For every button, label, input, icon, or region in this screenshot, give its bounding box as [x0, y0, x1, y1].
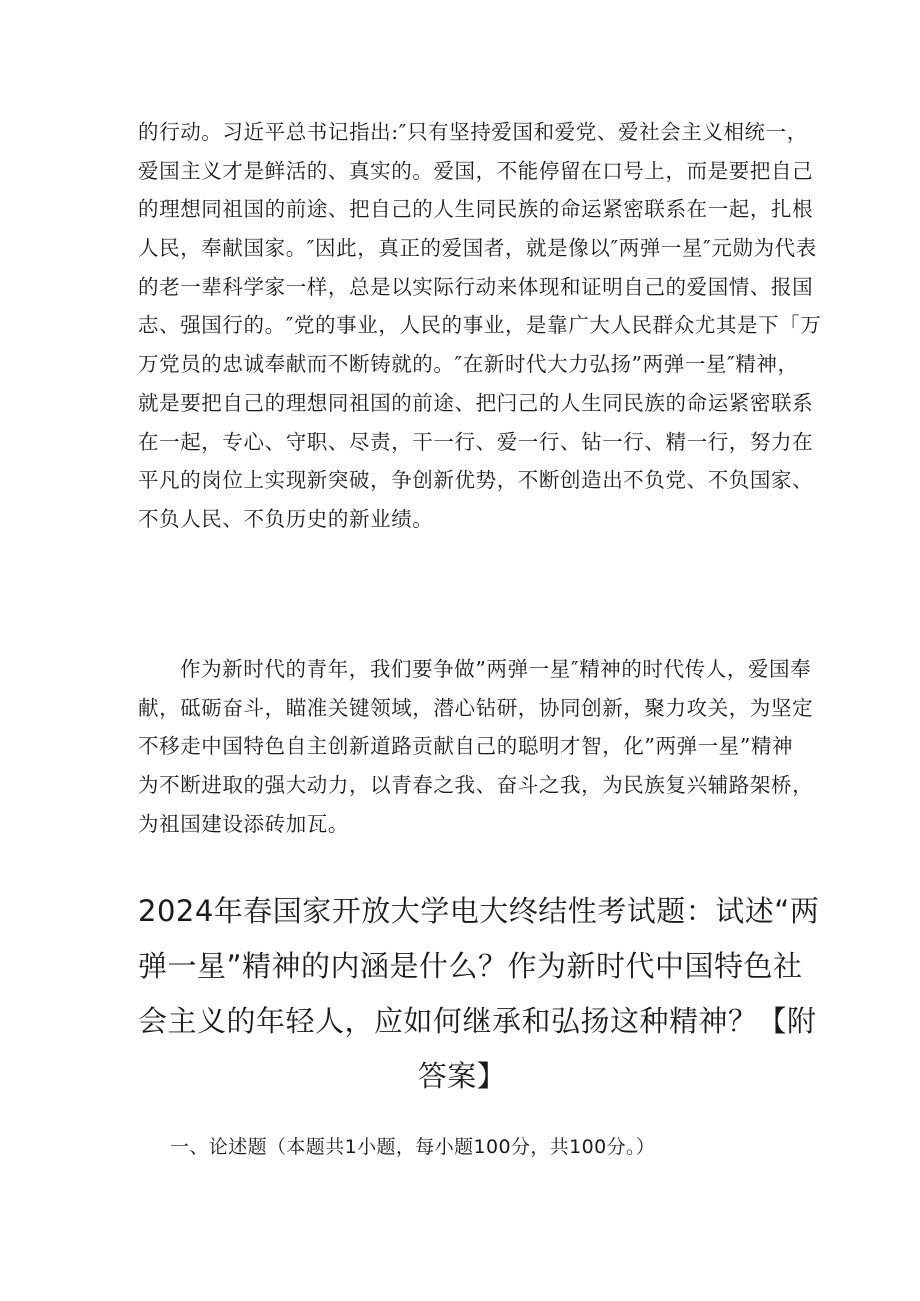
paragraph-line: 的行动。习近平总书记指出:″只有坚持爱国和爱党、爱社会主义相统一， — [138, 120, 808, 144]
body-paragraph-1 — [138, 113, 822, 539]
paragraph-line: 爱国主义才是鲜活的、真实的。爱国，不能停留在口号上，而是要把自己 — [138, 158, 814, 183]
paragraph-line: 不移走中国特色自主创新道路贡献自己的聪明才智，化”两弹一星”精神 — [138, 734, 794, 759]
title-line: 2024年春国家开放大学电大终结性考试题：试述“两 — [138, 894, 820, 928]
title-line: 会主义的年轻人，应如何继承和弘扬这种精神？【附 — [138, 1004, 817, 1038]
paragraph-line: 为不断进取的强大动力，以青春之我、奋斗之我，为民族复兴辅路架桥， — [138, 773, 814, 798]
paragraph-line: 的理想同祖国的前途、把自己的人生同民族的命运紧密联系在一起，扎根 — [138, 197, 814, 222]
section-heading: 一、论述题（本题共1小题，每小题100分，共100分。） — [170, 1136, 656, 1158]
body-paragraph-2 — [138, 650, 814, 843]
paragraph-line-indented: 作为新时代的青年，我们要争做”两弹一星″精神的时代传人，爱国奉 — [180, 657, 812, 681]
title-line: 答案】 — [417, 1059, 507, 1093]
exam-title — [138, 884, 820, 1104]
paragraph-line: 万党员的忠诚奉献而不断铸就的。″在新时代大力弘扬”两弹一星″精神， — [138, 352, 799, 377]
paragraph-line: 的老一辈科学家一样，总是以实际行动来体现和证明自己的爱国情、报国 — [138, 274, 814, 299]
title-line: 弹一星”精神的内涵是什么？作为新时代中国特色社 — [138, 949, 803, 983]
paragraph-line: 在一起，专心、守职、尽责，干一行、爱一行、钻一行、精一行，努力在 — [138, 429, 814, 454]
paragraph-line: 就是要把自己的理想同祖国的前途、把闩己的人生同民族的命运紧密联系 — [138, 390, 814, 415]
paragraph-line: 不负人民、不负历史的新业绩。 — [138, 506, 434, 531]
paragraph-line: 人民，奉献国家。″因此，真正的爱国者，就是像以″两弹一星″元勋为代表 — [138, 236, 817, 261]
paragraph-line: 献，砥砺奋斗，瞄准关键领域，潜心钻研，协同创新，聚力攻关，为坚定 — [138, 695, 814, 720]
paragraph-line: 为祖国建设添砖加瓦。 — [138, 811, 349, 836]
paragraph-line: 志、强国行的。″党的事业，人民的事业，是靠广大人民群众尤其是下「万 — [138, 313, 822, 338]
paragraph-line: 平凡的岗位上实现新突破，争创新优势，不断创造出不负党、不负国家、 — [138, 468, 814, 493]
